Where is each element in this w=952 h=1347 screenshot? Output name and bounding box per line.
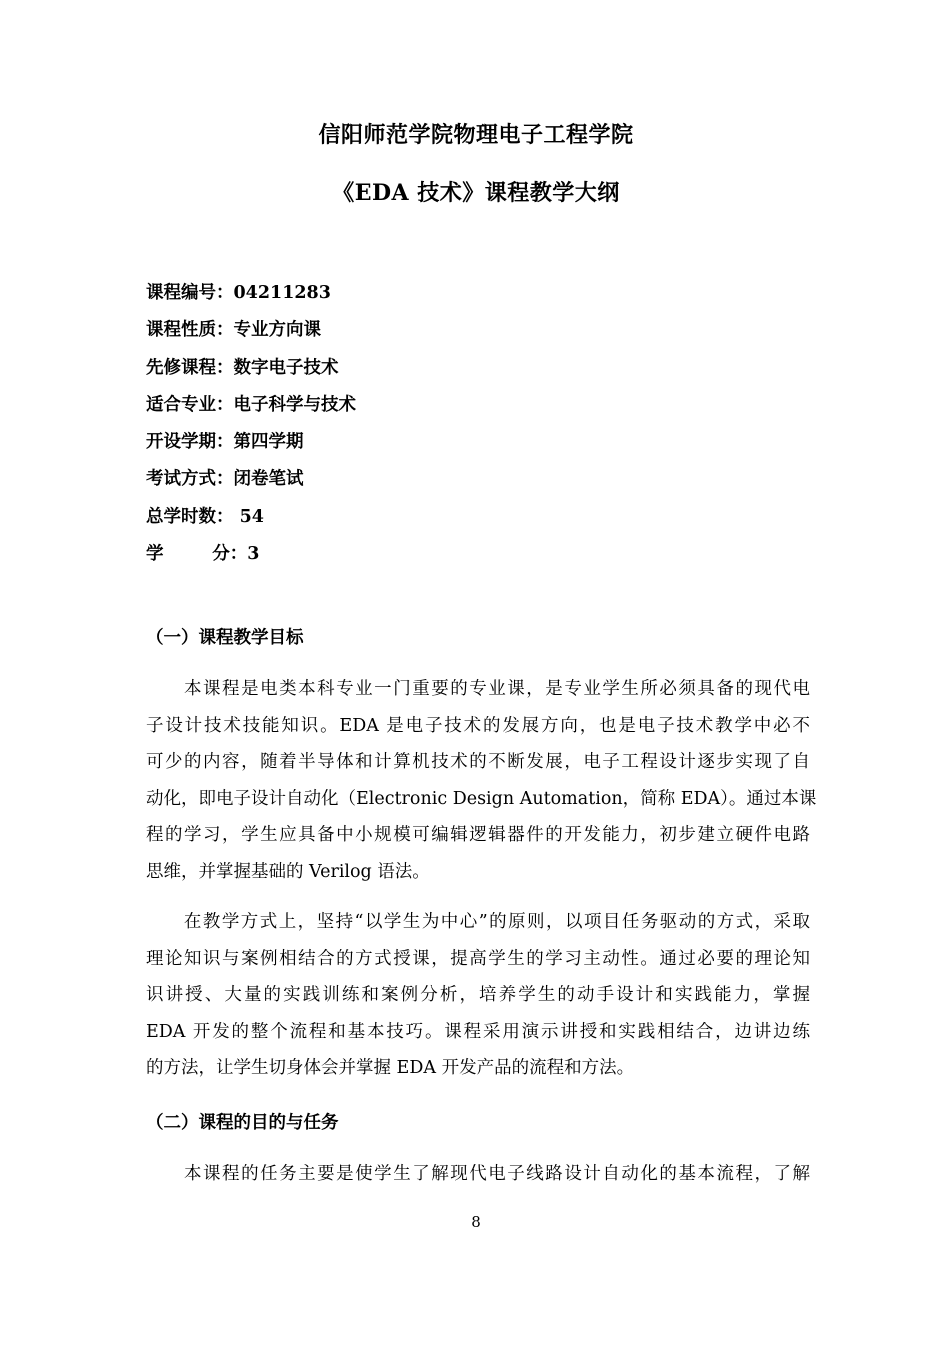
semester-label: 开设学期：	[146, 432, 234, 453]
total-hours-value: 54	[233, 506, 264, 527]
paragraph-line: 的方法，让学生切身体会并掌握 EDA 开发产品的流程和方法。	[146, 1058, 635, 1078]
prerequisite-value: 数字电子技术	[233, 357, 339, 378]
course-info-row	[146, 505, 356, 542]
paragraph-line: 动化，即电子设计自动化（Electronic Design Automation，简称 EDA）。通过本课	[146, 788, 817, 809]
paragraph-line: 识讲授、大量的实践训练和案例分析，培养学生的动手设计和实践能力，掌握	[146, 985, 810, 1005]
course-type-label: 课程性质：	[146, 320, 234, 341]
paragraph-purpose	[146, 1160, 810, 1197]
course-info-row	[146, 467, 356, 504]
paragraph-teaching-method	[146, 908, 810, 1091]
major-label: 适合专业：	[146, 394, 234, 415]
document-title: 信阳师范学院物理电子工程学院	[318, 122, 634, 148]
course-info-row	[146, 281, 356, 318]
credits-label: 学 分：	[146, 544, 248, 565]
paragraph-line: 在教学方式上，坚持“以学生为中心”的原则，以项目任务驱动的方式，采取	[146, 912, 810, 932]
section-heading-objectives: （一）课程教学目标	[146, 628, 304, 648]
semester-value: 第四学期	[233, 432, 304, 453]
course-type-value: 专业方向课	[233, 320, 321, 341]
document-subtitle: 《EDA 技术》课程教学大纲	[332, 180, 620, 206]
course-info-row	[146, 356, 356, 393]
prerequisite-label: 先修课程：	[146, 357, 234, 378]
paragraph-line: 子设计技术技能知识。EDA 是电子技术的发展方向，也是电子技术教学中必不	[146, 715, 810, 736]
paragraph-line: 思维，并掌握基础的 Verilog 语法。	[146, 861, 430, 882]
paragraph-line: 可少的内容，随着半导体和计算机技术的不断发展，电子工程设计逐步实现了自	[146, 752, 810, 772]
course-number-label: 课程编号：	[146, 283, 234, 303]
paragraph-line: EDA 开发的整个流程和基本技巧。课程采用演示讲授和实践相结合，边讲边练	[146, 1021, 810, 1042]
paragraph-line: 程的学习，学生应具备中小规模可编辑逻辑器件的开发能力，初步建立硬件电路	[146, 825, 810, 845]
course-info-row	[146, 430, 356, 467]
total-hours-label: 总学时数：	[146, 506, 234, 527]
course-number-value: 04211283	[233, 283, 331, 303]
course-info-row	[146, 318, 356, 355]
paragraph-objectives	[146, 675, 817, 894]
paragraph-line: 本课程是电类本科专业一门重要的专业课，是专业学生所必须具备的现代电	[146, 679, 810, 699]
page-number: 8	[471, 1213, 481, 1231]
paragraph-line: 理论知识与案例相结合的方式授课，提高学生的学习主动性。通过必要的理论知	[146, 948, 810, 969]
credits-value: 3	[247, 544, 260, 565]
paragraph-line: 本课程的任务主要是使学生了解现代电子线路设计自动化的基本流程，了解	[146, 1164, 810, 1184]
exam-method-value: 闭卷笔试	[233, 469, 304, 490]
section-heading-purpose: （二）课程的目的与任务	[146, 1113, 339, 1133]
major-value: 电子科学与技术	[233, 394, 356, 415]
course-info-list	[146, 281, 356, 579]
course-info-row	[146, 542, 356, 579]
course-info-row	[146, 393, 356, 430]
exam-method-label: 考试方式：	[146, 469, 234, 490]
